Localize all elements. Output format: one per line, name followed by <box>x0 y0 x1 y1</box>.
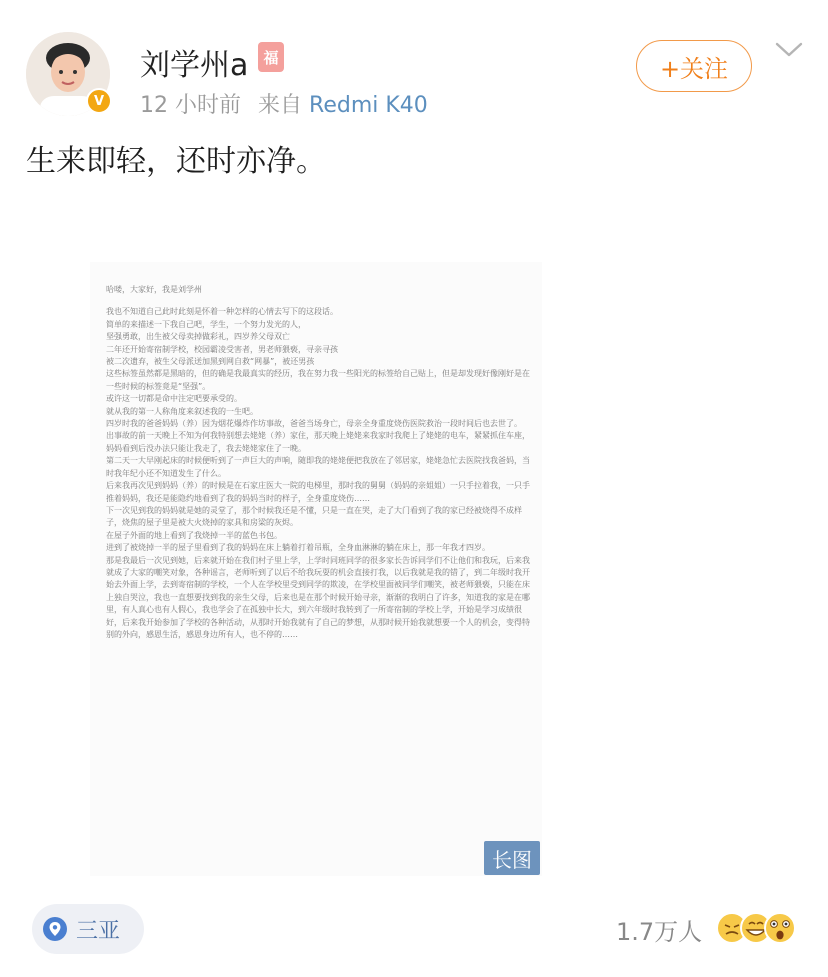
document-paragraph: 二年还开始寄宿制学校，校园霸凌受害者，男老师猥亵，寻亲寻孩 <box>106 344 338 354</box>
device-link[interactable]: Redmi K40 <box>309 93 428 118</box>
document-paragraph: 在屋子外面的地上看到了我烧掉一半的蓝色书包。 <box>106 530 282 540</box>
document-paragraph: 我也不知道自己此时此刻是怀着一种怎样的心情去写下的这段话。 <box>106 307 338 317</box>
document-paragraph: 出事故的前一天晚上不知为何我特别想去姥姥（养）家住，那天晚上姥姥来我家时我爬上了姥姥的电车，紧紧抓住车座，妈妈看到后没办法只能让我走了，我去姥姥家住了一晚。 <box>106 431 530 453</box>
long-image-tag: 长图 <box>484 841 540 875</box>
chevron-down-icon[interactable] <box>774 38 804 62</box>
document-paragraph: 或许这一切都是命中注定吧要承受的。 <box>106 394 242 404</box>
document-paragraph: 第二天一大早刚起床的时候便听到了一声巨大的声响，随即我的姥姥便把我放在了邻居家，姥姥急忙去医院找我爸妈，当时我年纪小还不知道发生了什么。 <box>106 456 530 478</box>
post-text: 生来即轻，还时亦净。 <box>26 144 326 179</box>
fu-badge-text: 福 <box>263 48 279 67</box>
document-paragraph: 进到了被烧掉一半的屋子里看到了我的妈妈在床上躺着打着吊瓶，全身血淋淋的躺在床上，那一年我才四岁。 <box>106 543 490 553</box>
document-paragraph: 四岁时我的爸爸妈妈（养）因为烟花爆炸作坊事故，爸爸当场身亡，母亲全身重度烧伤医院救治一段时间后也去世了。 <box>106 419 522 429</box>
document-paragraph: 就从我的第一人称角度来叙述我的一生吧。 <box>106 406 258 416</box>
post-meta <box>140 88 428 119</box>
document-paragraph: 被二次遗弃，被生父母派送加黑到网自救“网暴”，被还男孩 <box>106 357 315 367</box>
document-paragraph: 下一次见到我的妈妈就是她的灵堂了，那个时候我还是不懂，只是一直在哭，走了大门看到了我的家已经被烧得不成样子，烧焦的屋子里是被大火烧掉的家具和房梁的灰烬。 <box>106 505 522 528</box>
verified-badge-icon: V <box>86 88 112 114</box>
document-paragraph: 这些标签虽然都是黑暗的，但的确是我最真实的经历，我在努力我一些阳光的标签给自己贴上，但是却发现好像刚好是在一些时候的标签竟是“坚强”。 <box>106 369 530 391</box>
username[interactable]: 刘学州a <box>140 48 249 83</box>
document-paragraph: 后来我再次见到妈妈（养）的时候是在石家庄医大一院的电梯里，那时我的舅舅（妈妈的亲姐姐）一只手拉着我，一只手推着妈妈，我还是能隐约地看到了我的妈妈当时的样子，全身重度烧伤…… <box>106 481 530 503</box>
fu-badge-icon <box>258 42 284 72</box>
document-paragraph: 那是我最后一次见到她，后来就开始在我们村子里上学，上学时同班同学的很多家长告诉同学们不让他们和我玩，后来我就成了大家的嘲笑对象，各种谣言，老师听到了以后不给我玩耍的机会直接打我，以后我就是我的错了，到二年级时我开始去外面上学，去到寄宿制的学校，一个人在学校里受到同学的欺凌，在学校里面被同学们嘲笑，被老师猥亵，只能在床上独自哭泣，我也一直想要找到我的亲生父母，后来也是在那个时候开始寻亲，渐渐的我明白了许多，知道我的家是在哪里，有人真心也有人假心，我也学会了在孤独中长大，到六年级时我转到了一所寄宿制的学校上学，开始是学习成绩很好，后来我开始参加了学校的各种活动，从那时开始我就有了自己的梦想，从那时候开始我就想要一个人的机会，变得特别的外向，感恩生活，感恩身边所有人，也不停的…… <box>106 555 530 639</box>
view-count: 1.7万人 <box>616 918 703 946</box>
follow-button[interactable]: +关注 <box>636 40 752 92</box>
from-label: 来自 <box>258 93 303 118</box>
location-chip[interactable] <box>32 904 144 954</box>
emoji-reactions-icon[interactable] <box>716 908 798 948</box>
long-image[interactable] <box>90 262 542 876</box>
location-text: 三亚 <box>76 918 121 944</box>
document-paragraph: 简单的来描述一下我自己吧，学生，一个努力发光的人， <box>106 319 306 329</box>
document-paragraph: 坚强勇敢，出生被父母卖掉做彩礼，四岁养父母双亡 <box>106 332 290 342</box>
location-pin-icon <box>42 916 68 942</box>
document-text <box>106 284 534 641</box>
post-time: 12 小时前 <box>140 93 241 118</box>
document-greeting: 哈喽，大家好，我是刘学州 <box>106 285 202 294</box>
